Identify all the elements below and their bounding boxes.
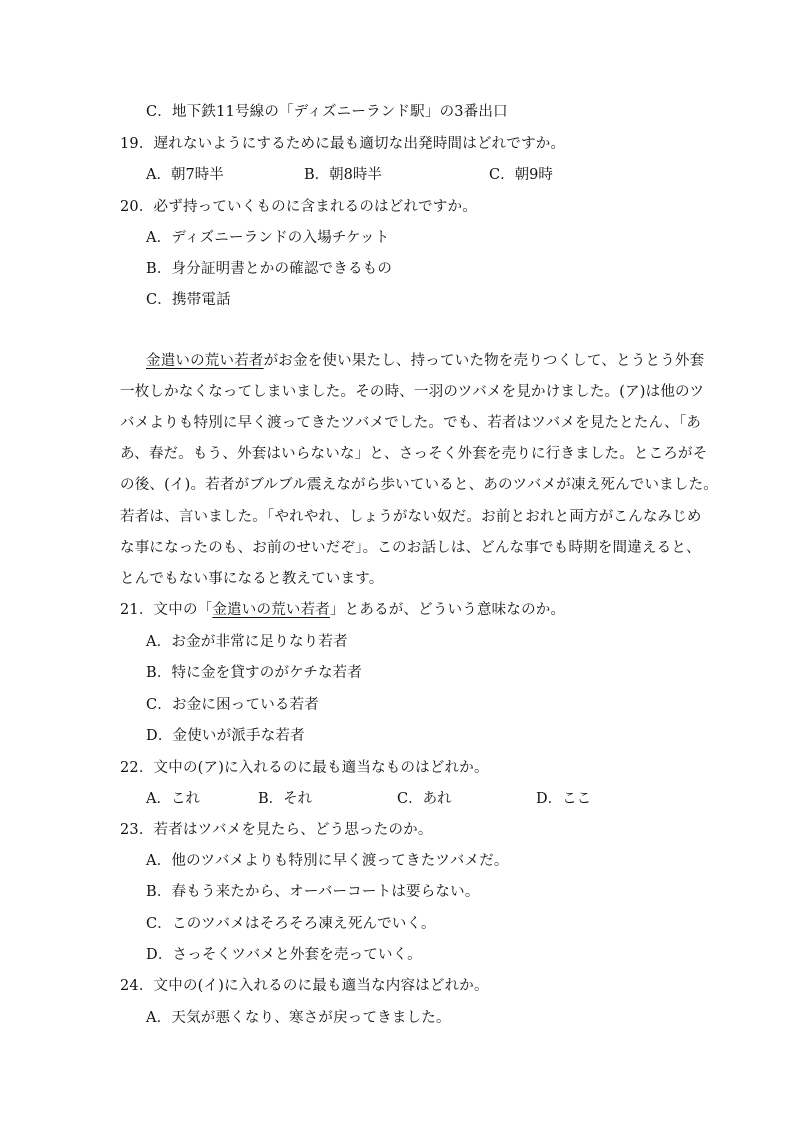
q21-option-c: C．お金に困っている若者 [146, 697, 319, 713]
q21-option-d: D．金使いが派手な若者 [146, 728, 305, 744]
q21-question: 21．文中の「金遣いの荒い若者」とあるが、どういう意味なのか。 [120, 602, 566, 618]
passage-underlined-phrase: 金遣いの荒い若者 [146, 353, 264, 369]
passage-line-3: バメよりも特別に早く渡ってきたツバメでした。でも、若者はツバメを見たとたん、「あ [120, 415, 702, 431]
q20-question: 20．必ず持っていくものに含まれるのはどれですか。 [120, 199, 477, 215]
q19-option-c: C．朝9時 [489, 167, 553, 183]
q23-option-a: A．他のツバメよりも特別に早く渡ってきたツバメだ。 [146, 853, 509, 869]
q20-option-c: C．携帯電話 [146, 292, 231, 308]
q21-option-a: A．お金が非常に足りなり若者 [146, 634, 348, 650]
q18-option-c: C．地下鉄11号線の「ディズニーランド駅」の3番出口 [146, 104, 508, 120]
q20-option-b: B．身分証明書とかの確認できるもの [146, 261, 393, 277]
q21-underlined-phrase: 金遣いの荒い若者 [212, 602, 330, 618]
passage-line-2: 一枚しかなくなってしまいました。その時、一羽のツバメを見かけました。(ア)は他のツ [120, 384, 705, 400]
q24-option-a: A．天気が悪くなり、寒さが戻ってきました。 [146, 1010, 451, 1026]
passage-line-7: な事になったのも、お前のせいだぞ」。このお話しは、どんな事でも時期を間違えると、 [120, 540, 701, 556]
passage-line-5: の後、(イ)。若者がブルブル震えながら歩いていると、あのツバメが凍え死んでいました。 [120, 477, 718, 493]
q22-option-a: A．これ [146, 791, 200, 807]
passage-line-8: とんでもない事になると教えています。 [120, 571, 384, 587]
q24-question: 24．文中の(イ)に入れるのに最も適当な内容はどれか。 [120, 978, 489, 994]
passage-line-4: あ、春だ。もう、外套はいらないな」と、さっそく外套を売りに行きました。ところがそ [120, 446, 708, 462]
passage-line-6: 若者は、言いました。「やれやれ、しょうがない奴だ。お前とおれと両方がこんなみじめ [120, 509, 702, 525]
q20-option-a: A．ディズニーランドの入場チケット [146, 230, 390, 246]
q22-option-c: C．あれ [397, 791, 452, 807]
q19-question: 19．遅れないようにするために最も適切な出発時間はどれですか。 [120, 136, 566, 152]
q19-option-a: A．朝7時半 [146, 167, 224, 183]
q22-option-b: B．それ [258, 791, 313, 807]
q23-option-c: C．このツバメはそろそろ凍え死んでいく。 [146, 916, 436, 932]
q23-option-d: D．さっそくツバメと外套を売っていく。 [146, 947, 422, 963]
q23-question: 23．若者はツバメを見たら、どう思ったのか。 [120, 822, 433, 838]
q22-option-d: D．ここ [536, 791, 592, 807]
q21-option-b: B．特に金を貸すのがケチな若者 [146, 665, 363, 681]
q22-question: 22．文中の(ア)に入れるのに最も適当なものはどれか。 [120, 760, 489, 776]
q19-option-b: B．朝8時半 [304, 167, 382, 183]
q23-option-b: B．春もう来たから、オーバーコートは要らない。 [146, 884, 480, 900]
passage-line-1: 金遣いの荒い若者がお金を使い果たし、持っていた物を売りつくして、とうとう外套 [146, 353, 705, 369]
